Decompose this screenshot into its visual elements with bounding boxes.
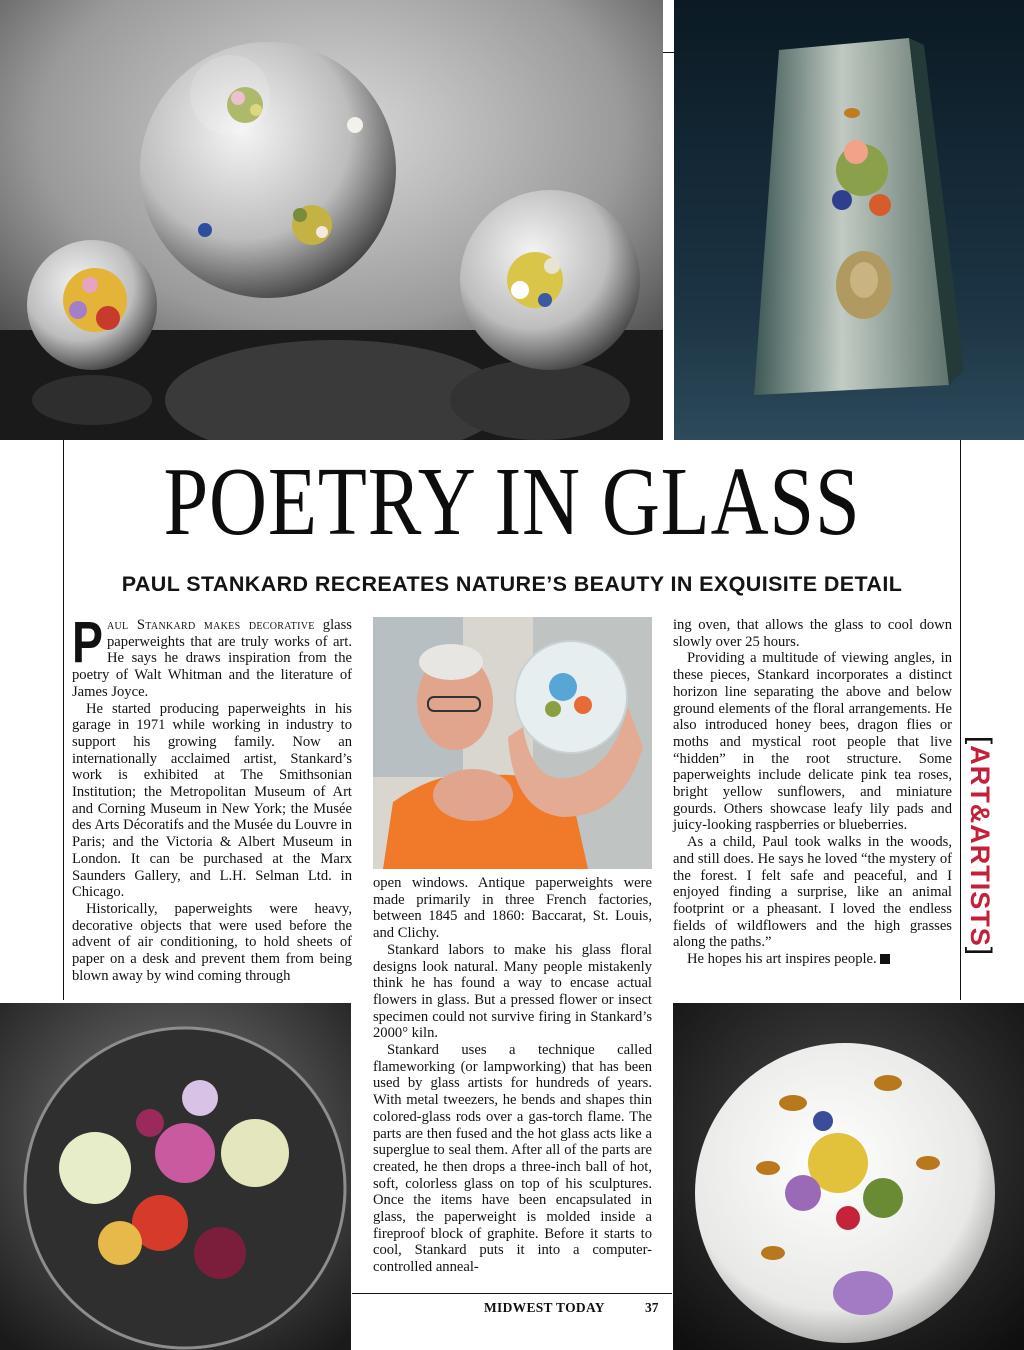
article-title: POETRY IN GLASS	[163, 448, 861, 556]
paragraph: Providing a multitude of viewing angles, in these pieces, Stankard incorporates a distinct horizon line separating the above and below ground elements of the floral arrangements. He also introduced honey bees, dragon flies or moths and mystical root people that live “hidden” in the root structure. Some paperweights include delicate pink tea roses, bright yellow sunflowers, and miniature gourds. Others showcase leafy lily pads and juicy-looking raspberries or blueberries.	[673, 650, 952, 834]
top-tick-rule	[663, 52, 674, 53]
publication-name: MIDWEST TODAY	[484, 1300, 605, 1315]
paragraph: Stankard labors to make his glass floral designs look natural. Many people mistakenly think he has found a way to encase actual flowers in glass. But a pressed flower or insect specimen could not survive firing in Stankard’s 2000° kiln.	[373, 941, 652, 1042]
end-mark-icon	[880, 954, 890, 964]
article-column-2	[373, 875, 652, 1276]
article-column-3	[673, 617, 952, 968]
bracket-close: ]	[964, 946, 997, 957]
photo-floral-paperweight-left	[0, 1003, 351, 1350]
paragraph: open windows. Antique paperweights were made primarily in three French factories, between 1845 and 1860: Baccarat, St. Louis, and Clichy.	[373, 875, 652, 942]
paragraph-text: He hopes his art inspires people.	[687, 951, 877, 968]
paragraph: Historically, paperweights were heavy, decorative objects that were used before the advent of air conditioning, to hold sheets of paper on a desk and prevent them from being blown away by wind coming through	[72, 900, 352, 984]
article-column-1	[72, 610, 352, 984]
photo-paul-stankard	[373, 617, 652, 869]
paragraph	[72, 610, 352, 701]
footer-rule	[352, 1293, 672, 1294]
paragraph: Stankard uses a technique called flameworking (or lampworking) that has been used by glass artists for hundreds of years. With metal tweezers, he bends and shapes thin colored-glass rods over a gas-torch flame. The parts are then fused and the hot glass acts like a superglue to seal them. After all of the parts are created, he then drops a three-inch ball of hot, soft, colorless glass on top of his sculptures. Once the items have been encapsulated in glass, the paperweight is molded inside a fireproof block of graphite. Before it starts to cool, Stankard puts it into a computer-controlled anneal-	[373, 1042, 652, 1276]
lead-small-caps: aul Stankard makes decorative	[107, 617, 315, 633]
section-label	[960, 696, 1000, 996]
paragraph-text: glass paperweights that are truly works of art. He says he draws inspiration from the poetry of Walt Whitman and the literature of James Joyce.	[72, 617, 352, 700]
drop-cap: P	[72, 610, 103, 675]
photo-three-paperweights	[0, 0, 663, 440]
bracket-open: [	[964, 735, 997, 746]
article-subtitle: PAUL STANKARD RECREATES NATURE’S BEAUTY IN EXQUISITE DETAIL	[121, 572, 903, 596]
photo-glass-block-sculpture	[674, 0, 1024, 440]
paragraph	[673, 951, 952, 968]
frame-rule-left	[63, 440, 64, 1000]
section-label-text	[963, 736, 997, 956]
paragraph: As a child, Paul took walks in the woods, and still does. He says he loved “the mystery of the forest. I felt safe and peaceful, and I enjoyed finding a surprise, like an animal footprint or a pheasant. I loved the endless fields of wildflowers and the high grasses along the paths.”	[673, 834, 952, 951]
paragraph: ing oven, that allows the glass to cool down slowly over 25 hours.	[673, 617, 952, 650]
page-number: 37	[645, 1300, 659, 1315]
section-name: ART&ARTISTS	[965, 745, 995, 947]
paragraph: He started producing paperweights in his garage in 1971 while working in industry to support his growing family. Now an internationally acclaimed artist, Stankard’s work is exhibited at The Smithsonian Institution; the Metropolitan Museum of Art and Corning Museum in New York; the Musée des Arts Décoratifs and the Musée du Louvre in Paris; and the Victoria & Albert Museum in London. It can be purchased at the Marx Saunders Gallery, and L.H. Selman Ltd. in Chicago.	[72, 700, 352, 901]
photo-bee-paperweight-right	[673, 1003, 1024, 1350]
